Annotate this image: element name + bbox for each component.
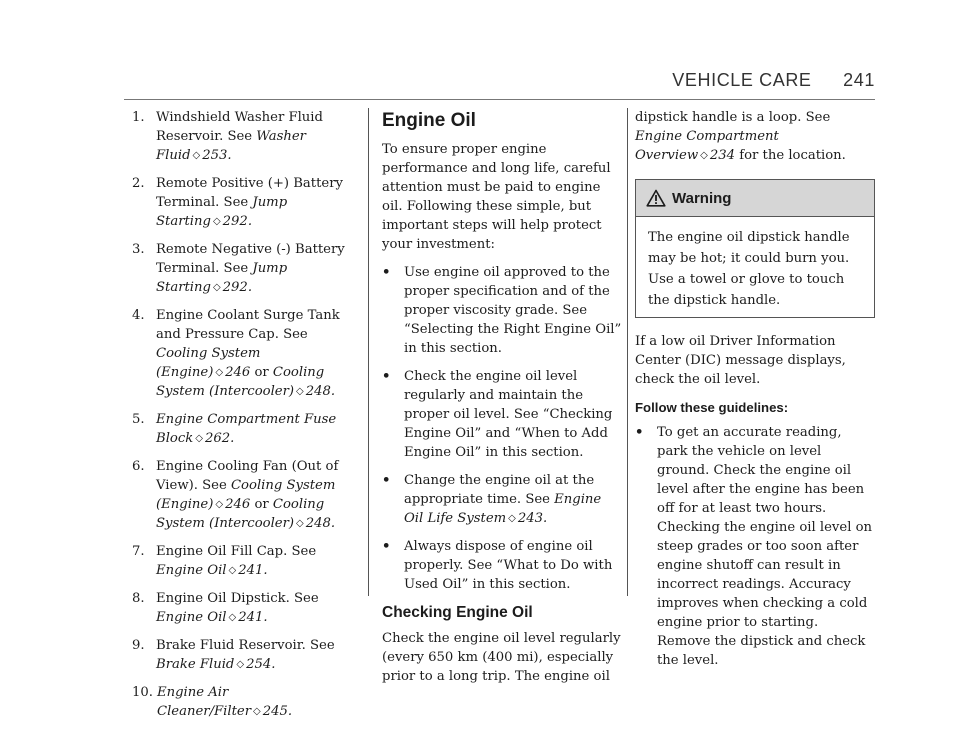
bullet-text: Use engine oil approved to the proper specification and of the proper viscosity grade. See “Selecting the Right Engine Oil” in this section.: [404, 265, 622, 356]
cross-reference-link[interactable]: Engine Air Cleaner/Filter: [157, 685, 252, 719]
page-ref-number[interactable]: 292: [222, 280, 248, 295]
list-item-number: 3.: [132, 242, 145, 257]
header-rule: [124, 99, 875, 100]
page-ref-icon: ◇: [228, 565, 237, 576]
subheading-checking-engine-oil: Checking Engine Oil: [382, 604, 533, 621]
section-title: VEHICLE CARE: [672, 70, 812, 90]
page-ref-number[interactable]: 248: [305, 384, 331, 399]
page-ref-icon: ◇: [236, 659, 245, 670]
page-ref-number[interactable]: 246: [225, 497, 251, 512]
bullet-text: Always dispose of engine oil properly. See “What to Do with Used Oil” in this section.: [404, 539, 613, 592]
list-item-label: Brake Fluid Reservoir. See: [156, 638, 335, 653]
bullet-icon: •: [382, 369, 391, 384]
list-item-end: .: [330, 516, 336, 531]
warning-body: The engine oil dipstick handle may be hot; it could burn you. Use a towel or glove to touch the dipstick handle.: [648, 230, 850, 308]
bullet-text: Change the engine oil at the appropriate time. See Engine Oil Life System ◇ 243.: [404, 473, 602, 526]
list-item-label: Windshield Washer Fluid Reservoir. See: [156, 110, 323, 144]
list-item: [132, 108, 356, 165]
list-item-text: [156, 174, 356, 231]
page-ref-number[interactable]: 254: [246, 657, 272, 672]
list-item-label: Remote Negative (-) Battery Terminal. See: [156, 242, 345, 276]
page-ref-icon: ◇: [296, 518, 304, 529]
warning-box: [635, 179, 875, 318]
page-ref-icon: ◇: [215, 367, 224, 378]
page-ref-icon: ◇: [212, 216, 221, 227]
list-item-label: Engine Oil Dipstick. See: [156, 591, 319, 606]
page-ref-number[interactable]: 292: [222, 214, 248, 229]
page-ref-number[interactable]: 234: [709, 148, 736, 163]
bullet-item: [382, 367, 622, 462]
page-ref-number[interactable]: 243: [517, 511, 544, 526]
list-item-text: [156, 636, 356, 674]
list-item-number: 10.: [132, 685, 153, 700]
page-ref-number[interactable]: 246: [225, 365, 251, 380]
page-ref-icon: ◇: [195, 433, 203, 444]
list-item: [132, 589, 356, 627]
list-item-end: .: [247, 214, 253, 229]
page-ref-icon: ◇: [253, 706, 261, 717]
page-ref-icon: ◇: [296, 386, 304, 397]
warning-title: Warning: [672, 189, 732, 207]
list-item-number: 1.: [132, 110, 145, 125]
list-item-text: [156, 542, 356, 580]
list-item-label: Engine Cooling Fan (Out of View). See: [156, 459, 339, 493]
list-item: [132, 240, 356, 297]
list-item-text: [156, 457, 356, 533]
cross-reference-link[interactable]: Cooling System (Engine): [156, 478, 336, 512]
list-item-end: .: [263, 610, 268, 625]
cross-reference-link[interactable]: Engine Oil: [156, 563, 227, 578]
cross-reference-link[interactable]: Engine Compartment Overview: [635, 129, 779, 163]
page-ref-number[interactable]: 253: [202, 148, 228, 163]
list-item-end: .: [271, 657, 276, 672]
cross-reference-link[interactable]: Cooling System (Intercooler): [156, 365, 325, 399]
list-item-number: 7.: [132, 544, 145, 559]
bullet-icon: •: [382, 473, 391, 488]
list-item: [132, 174, 356, 231]
list-item: [132, 542, 356, 580]
list-item-number: 8.: [132, 591, 145, 606]
page-ref-number[interactable]: 241: [238, 610, 264, 625]
bullet-item: [382, 537, 622, 594]
list-item-number: 5.: [132, 412, 145, 427]
list-item-text: [156, 306, 356, 401]
page-ref-icon: ◇: [192, 150, 201, 161]
list-item-end: .: [330, 384, 336, 399]
conjunction: or: [250, 497, 273, 512]
list-item-number: 9.: [132, 638, 145, 653]
bullet-text: Check the engine oil level regularly and maintain the proper oil level. See “Checking Engine Oil” and “When to Add Engine Oil” in this section.: [404, 369, 613, 460]
cross-reference-link[interactable]: Engine Compartment Fuse Block: [156, 412, 337, 446]
cross-reference-link[interactable]: Brake Fluid: [156, 657, 235, 672]
page-ref-number[interactable]: 245: [262, 704, 288, 719]
column-3: [635, 108, 875, 679]
list-item-label: Engine Coolant Surge Tank and Pressure Cap. See: [156, 308, 340, 342]
conjunction: or: [250, 365, 273, 380]
list-item-end: .: [247, 280, 253, 295]
list-item: [132, 410, 356, 448]
column-divider: [368, 108, 369, 596]
subheading-guidelines: Follow these guidelines:: [635, 400, 789, 415]
list-item-number: 2.: [132, 176, 145, 191]
page-ref-icon: ◇: [215, 499, 224, 510]
cross-reference-link[interactable]: Cooling System (Engine): [156, 346, 261, 380]
list-item-text: [156, 410, 356, 448]
page-ref-number[interactable]: 262: [204, 431, 231, 446]
cross-reference-link[interactable]: Cooling System (Intercooler): [156, 497, 325, 531]
list-item-number: 4.: [132, 308, 145, 323]
list-item-text: [157, 683, 356, 721]
page-ref-icon: ◇: [700, 150, 708, 161]
continued-paragraph: dipstick handle is a loop. See Engine Compartment Overview ◇ 234 for the location.: [635, 110, 846, 163]
cross-reference-link[interactable]: Jump Starting: [156, 261, 288, 295]
column-2: [382, 108, 622, 695]
list-item-number: 6.: [132, 459, 145, 474]
warning-triangle-icon: [646, 189, 666, 207]
cross-reference-link[interactable]: Engine Oil: [156, 610, 227, 625]
page-header: [672, 70, 875, 91]
list-item-end: .: [230, 431, 235, 446]
list-item-text: [156, 108, 356, 165]
dic-paragraph: If a low oil Driver Information Center (DIC) message displays, check the oil level.: [635, 334, 846, 387]
intro-paragraph: To ensure proper engine performance and long life, careful attention must be paid to engine oil. Following these simple, but important steps will help protect your investment:: [382, 142, 611, 252]
list-item: [132, 636, 356, 674]
list-item-end: .: [287, 704, 293, 719]
bullet-item: [382, 263, 622, 358]
checking-paragraph: Check the engine oil level regularly (every 650 km (400 mi), especially prior to a long trip. The engine oil: [382, 631, 621, 684]
list-item-end: .: [263, 563, 268, 578]
column-divider: [627, 108, 628, 596]
section-heading-engine-oil: Engine Oil: [382, 110, 476, 131]
list-item-label: Engine Oil Fill Cap. See: [156, 544, 317, 559]
bullet-icon: •: [635, 425, 644, 440]
column-1: [132, 108, 356, 730]
list-item-text: [156, 589, 356, 627]
list-item: [132, 683, 356, 721]
list-item: [132, 457, 356, 533]
bullet-icon: •: [382, 265, 391, 280]
bullet-text: To get an accurate reading, park the vehicle on level ground. Check the engine oil level after the engine has been off for at least two hours. Checking the engine oil level on steep grades or too soon after engine shutoff can result in incorrect readings. Accuracy improves when checking a cold engine prior to starting. Remove the dipstick and check the level.: [657, 425, 873, 668]
page-ref-number[interactable]: 248: [305, 516, 331, 531]
bullet-item: [635, 423, 875, 670]
list-item: [132, 306, 356, 401]
page-number: 241: [843, 70, 875, 90]
page-ref-number[interactable]: 241: [238, 563, 264, 578]
bullet-icon: •: [382, 539, 391, 554]
warning-header: [636, 180, 874, 217]
bullet-item: [382, 471, 622, 528]
cross-reference-link[interactable]: Engine Oil Life System: [404, 492, 602, 526]
cross-reference-link[interactable]: Jump Starting: [156, 195, 288, 229]
list-item-text: [156, 240, 356, 297]
callout-list: [132, 108, 356, 721]
cross-reference-link[interactable]: Washer Fluid: [156, 129, 306, 163]
page-ref-icon: ◇: [212, 282, 221, 293]
list-item-label: Remote Positive (+) Battery Terminal. See: [156, 176, 343, 210]
page-ref-icon: ◇: [508, 513, 516, 524]
list-item-end: .: [227, 148, 232, 163]
page-ref-icon: ◇: [228, 612, 237, 623]
